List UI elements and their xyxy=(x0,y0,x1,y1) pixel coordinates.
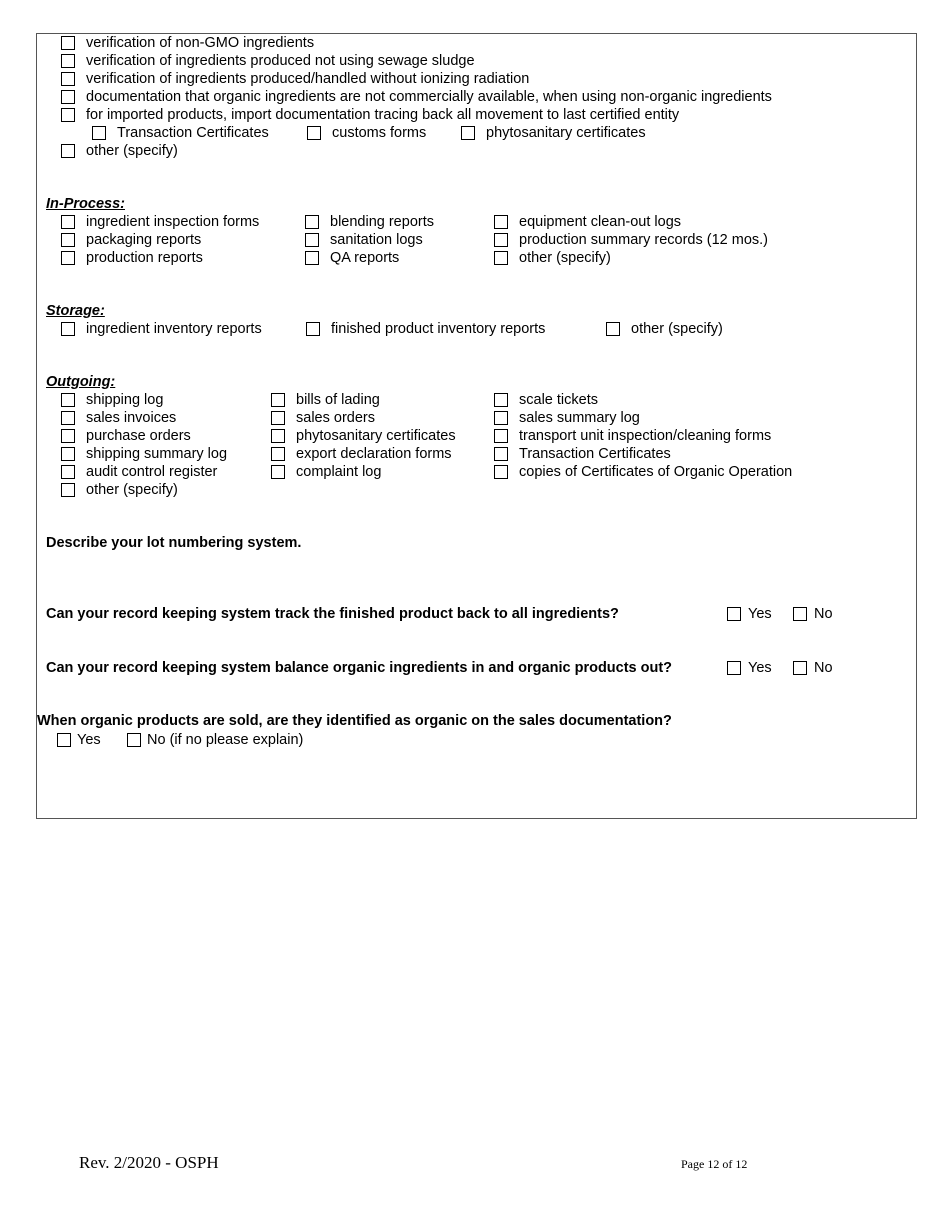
checkbox-label: Yes xyxy=(77,732,101,748)
checkbox[interactable] xyxy=(793,607,807,621)
checkbox[interactable] xyxy=(494,233,508,247)
checkbox-label: transport unit inspection/cleaning forms xyxy=(519,428,772,444)
checkbox[interactable] xyxy=(61,483,75,497)
checkbox-label: packaging reports xyxy=(86,232,202,248)
checkbox-label: export declaration forms xyxy=(296,446,452,462)
checkbox-label: No (if no please explain) xyxy=(147,732,304,748)
checkbox-label: Yes xyxy=(748,660,772,676)
section-heading-in-process: In-Process: xyxy=(46,196,125,212)
question-lot-numbering: Describe your lot numbering system. xyxy=(46,535,302,551)
checkbox[interactable] xyxy=(494,447,508,461)
checkbox[interactable] xyxy=(61,447,75,461)
checkbox[interactable] xyxy=(271,393,285,407)
checkbox-label: documentation that organic ingredients are not commercially available, when using non-organic ingredients xyxy=(86,89,772,105)
checkbox[interactable] xyxy=(305,233,319,247)
checkbox[interactable] xyxy=(61,108,75,122)
checkbox-label: No xyxy=(814,660,833,676)
checkbox-label: production reports xyxy=(86,250,203,266)
checkbox[interactable] xyxy=(127,733,141,747)
checkbox[interactable] xyxy=(461,126,475,140)
checkbox-label: shipping log xyxy=(86,392,164,408)
checkbox[interactable] xyxy=(494,411,508,425)
checkbox[interactable] xyxy=(306,322,320,336)
checkbox[interactable] xyxy=(271,411,285,425)
checkbox-label: No xyxy=(814,606,833,622)
checkbox[interactable] xyxy=(494,215,508,229)
checkbox-label: for imported products, import documentation tracing back all movement to last certified entity xyxy=(86,107,680,123)
checkbox[interactable] xyxy=(271,465,285,479)
checkbox-label: verification of ingredients produced/handled without ionizing radiation xyxy=(86,71,530,87)
checkbox-label: Transaction Certificates xyxy=(117,125,269,141)
checkbox-label: blending reports xyxy=(330,214,434,230)
checkbox-label: complaint log xyxy=(296,464,382,480)
checkbox[interactable] xyxy=(271,429,285,443)
footer-revision: Rev. 2/2020 - OSPH xyxy=(79,1153,219,1172)
checkbox-label: customs forms xyxy=(332,125,427,141)
checkbox[interactable] xyxy=(271,447,285,461)
checkbox[interactable] xyxy=(61,465,75,479)
checkbox-label: production summary records (12 mos.) xyxy=(519,232,768,248)
checkbox-label: other (specify) xyxy=(86,143,178,159)
checkbox[interactable] xyxy=(305,251,319,265)
checkbox[interactable] xyxy=(61,54,75,68)
checkbox[interactable] xyxy=(57,733,71,747)
checkbox-label: QA reports xyxy=(330,250,400,266)
checkbox[interactable] xyxy=(727,607,741,621)
question-sales-documentation: When organic products are sold, are they identified as organic on the sales documentation? xyxy=(37,713,672,729)
checkbox[interactable] xyxy=(494,465,508,479)
footer-page-number: Page 12 of 12 xyxy=(681,1157,748,1171)
section-heading-outgoing: Outgoing: xyxy=(46,374,116,390)
checkbox[interactable] xyxy=(494,429,508,443)
checkbox-label: sales invoices xyxy=(86,410,177,426)
checkbox-label: shipping summary log xyxy=(86,446,228,462)
checkbox[interactable] xyxy=(61,215,75,229)
question-trace-back: Can your record keeping system track the finished product back to all ingredients? xyxy=(46,606,619,622)
checkbox-label: finished product inventory reports xyxy=(331,321,546,337)
checkbox[interactable] xyxy=(61,90,75,104)
checkbox-label: phytosanitary certificates xyxy=(486,125,646,141)
checkbox-label: scale tickets xyxy=(519,392,598,408)
checkbox[interactable] xyxy=(61,411,75,425)
checkbox-label: sales orders xyxy=(296,410,375,426)
checkbox-label: equipment clean-out logs xyxy=(519,214,682,230)
checkbox[interactable] xyxy=(727,661,741,675)
checkbox[interactable] xyxy=(61,144,75,158)
checkbox[interactable] xyxy=(494,251,508,265)
checkbox[interactable] xyxy=(61,36,75,50)
checkbox-label: copies of Certificates of Organic Operation xyxy=(519,464,793,480)
checkbox-label: ingredient inspection forms xyxy=(86,214,260,230)
checkbox-label: other (specify) xyxy=(86,482,178,498)
checkbox[interactable] xyxy=(61,393,75,407)
checkbox[interactable] xyxy=(61,429,75,443)
checkbox[interactable] xyxy=(61,251,75,265)
checkbox[interactable] xyxy=(61,233,75,247)
checkbox-label: Yes xyxy=(748,606,772,622)
question-balance: Can your record keeping system balance organic ingredients in and organic products out? xyxy=(46,660,673,676)
checkbox-label: sanitation logs xyxy=(330,232,423,248)
checkbox-label: phytosanitary certificates xyxy=(296,428,456,444)
checkbox-label: purchase orders xyxy=(86,428,191,444)
checkbox[interactable] xyxy=(61,322,75,336)
checkbox-label: Transaction Certificates xyxy=(519,446,671,462)
checkbox-label: ingredient inventory reports xyxy=(86,321,262,337)
checkbox[interactable] xyxy=(606,322,620,336)
checkbox-label: other (specify) xyxy=(631,321,723,337)
checkbox-label: verification of non-GMO ingredients xyxy=(86,35,315,51)
checkbox[interactable] xyxy=(305,215,319,229)
checkbox[interactable] xyxy=(793,661,807,675)
checkbox-label: verification of ingredients produced not using sewage sludge xyxy=(86,53,475,69)
checkbox-label: other (specify) xyxy=(519,250,611,266)
checkbox[interactable] xyxy=(307,126,321,140)
checkbox[interactable] xyxy=(92,126,106,140)
checkbox-label: audit control register xyxy=(86,464,218,480)
checkbox[interactable] xyxy=(494,393,508,407)
checkbox[interactable] xyxy=(61,72,75,86)
section-heading-storage: Storage: xyxy=(46,303,105,319)
checkbox-label: sales summary log xyxy=(519,410,640,426)
checkbox-label: bills of lading xyxy=(296,392,380,408)
